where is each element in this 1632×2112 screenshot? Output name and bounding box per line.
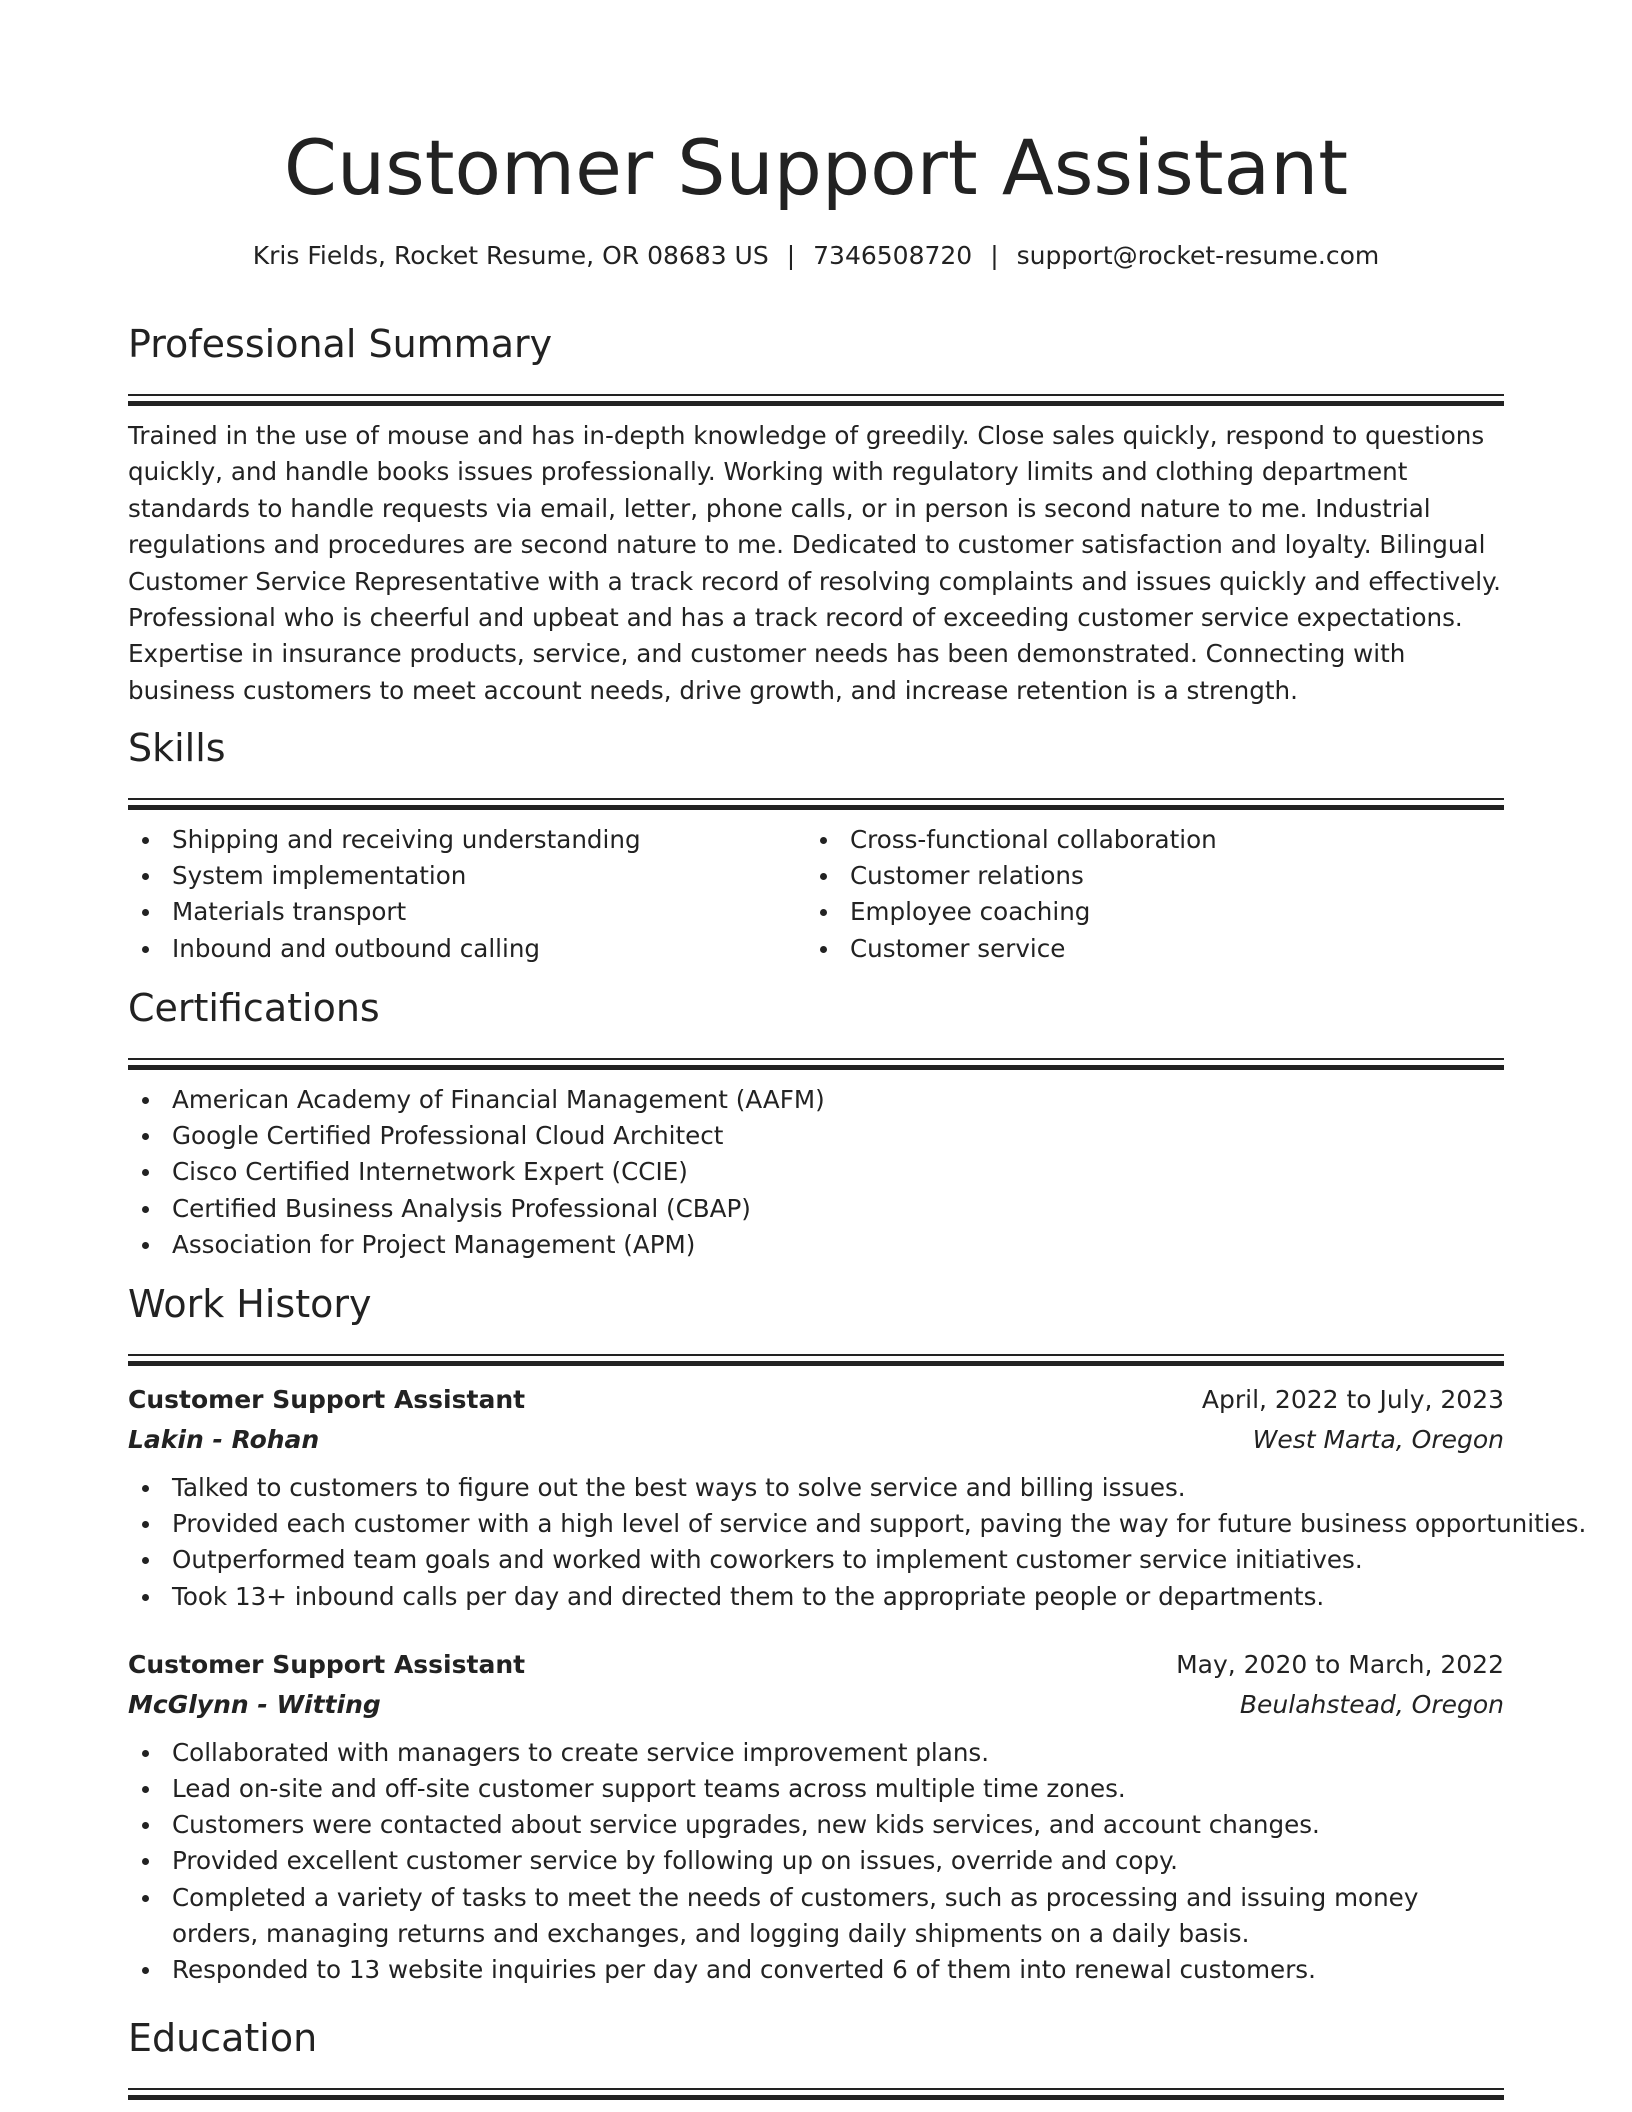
job-entry [128, 1645, 1504, 1988]
job-subheader [128, 1420, 1504, 1460]
job-bullets [128, 1735, 1504, 1988]
skill-item: Customer service [806, 931, 1484, 967]
certification-item: American Academy of Financial Management (AAFM) [128, 1082, 1504, 1118]
job-entry [128, 1380, 1587, 1615]
skills-section [128, 722, 1504, 967]
section-divider [128, 1354, 1504, 1366]
contact-phone: 7346508720 [813, 241, 973, 270]
skill-item: Materials transport [128, 894, 806, 930]
job-bullet: Completed a variety of tasks to meet the needs of customers, such as processing and issuing money orders, managing returns and exchanges, and logging daily shipments on a daily basis. [128, 1880, 1504, 1952]
job-bullet: Provided excellent customer service by following up on issues, override and copy. [128, 1843, 1504, 1879]
job-company: Lakin - Rohan [128, 1425, 320, 1454]
section-heading-skills: Skills [128, 726, 226, 770]
job-header [128, 1645, 1504, 1685]
skill-item: Customer relations [806, 858, 1484, 894]
job-bullet: Responded to 13 website inquiries per day and converted 6 of them into renewal customers. [128, 1952, 1504, 1988]
job-bullet: Customers were contacted about service upgrades, new kids services, and account changes. [128, 1807, 1504, 1843]
section-heading-certifications: Certifications [128, 986, 380, 1030]
skills-columns [128, 810, 1504, 967]
section-divider [128, 394, 1504, 406]
job-subheader [128, 1685, 1504, 1725]
skill-item: Employee coaching [806, 894, 1484, 930]
skills-list-left [128, 822, 806, 967]
work-history-section [128, 1278, 1587, 1988]
contact-separator: | [990, 241, 999, 270]
certifications-section [128, 982, 1504, 1263]
skill-item: Inbound and outbound calling [128, 931, 806, 967]
section-divider [128, 1058, 1504, 1070]
summary-section [128, 318, 1504, 709]
section-heading-education: Education [128, 2016, 318, 2060]
job-company: McGlynn - Witting [128, 1689, 381, 1719]
job-bullet: Took 13+ inbound calls per day and directed them to the appropriate people or departments. [128, 1579, 1504, 1615]
skill-item: Cross-functional collaboration [806, 822, 1484, 858]
section-divider [128, 798, 1504, 810]
certification-item: Certified Business Analysis Professional (CBAP) [128, 1191, 1504, 1227]
certification-item: Association for Project Management (APM) [128, 1227, 1504, 1263]
job-dates: May, 2020 to March, 2022 [1176, 1649, 1504, 1679]
job-location: West Marta, Oregon [1252, 1425, 1504, 1454]
education-section [128, 2012, 1504, 2100]
resume-title: Customer Support Assistant [283, 123, 1349, 212]
summary-text: Trained in the use of mouse and has in-depth knowledge of greedily. Close sales quickly, respond to questions quickly, and handle books issues professionally. Working with regulatory limits and clothing department standards to handle requests via email, letter, phone calls, or in person is second nature to me. Industrial regulations and procedures are second nature to me. Dedicated to customer satisfaction and loyalty. Bilingual Customer Service Representative with a track record of resolving complaints and issues quickly and effectively. Professional who is cheerful and upbeat and has a track record of exceeding customer service expectations. Expertise in insurance products, service, and customer needs has been demonstrated. Connecting with business customers to meet account needs, drive growth, and increase retention is a strength. [128, 421, 1501, 705]
contact-address: Kris Fields, Rocket Resume, OR 08683 US [252, 241, 769, 270]
job-bullet: Collaborated with managers to create service improvement plans. [128, 1735, 1504, 1771]
section-heading-summary: Professional Summary [128, 322, 553, 366]
section-divider [128, 2088, 1504, 2100]
job-role: Customer Support Assistant [128, 1385, 526, 1414]
certification-item: Cisco Certified Internetwork Expert (CCIE) [128, 1154, 1504, 1190]
job-bullet: Provided each customer with a high level of service and support, paving the way for future business opportunities. [128, 1506, 1504, 1542]
job-bullet: Outperformed team goals and worked with coworkers to implement customer service initiatives. [128, 1542, 1504, 1578]
job-dates: April, 2022 to July, 2023 [1201, 1385, 1504, 1414]
job-bullet: Lead on-site and off-site customer support teams across multiple time zones. [128, 1771, 1504, 1807]
skills-list-right [806, 822, 1484, 967]
contact-separator: | [786, 241, 796, 270]
job-header [128, 1380, 1504, 1420]
job-bullet: Talked to customers to figure out the best ways to solve service and billing issues. [128, 1470, 1504, 1506]
certifications-list [128, 1082, 1504, 1263]
skill-item: Shipping and receiving understanding [128, 822, 806, 858]
contact-email: support@rocket-resume.com [1016, 241, 1380, 270]
job-bullets [128, 1470, 1587, 1615]
section-heading-work-history: Work History [128, 1282, 372, 1326]
skill-item: System implementation [128, 858, 806, 894]
job-role: Customer Support Assistant [128, 1649, 526, 1679]
certification-item: Google Certified Professional Cloud Architect [128, 1118, 1504, 1154]
job-location: Beulahstead, Oregon [1239, 1689, 1504, 1719]
contact-line [128, 238, 1504, 274]
